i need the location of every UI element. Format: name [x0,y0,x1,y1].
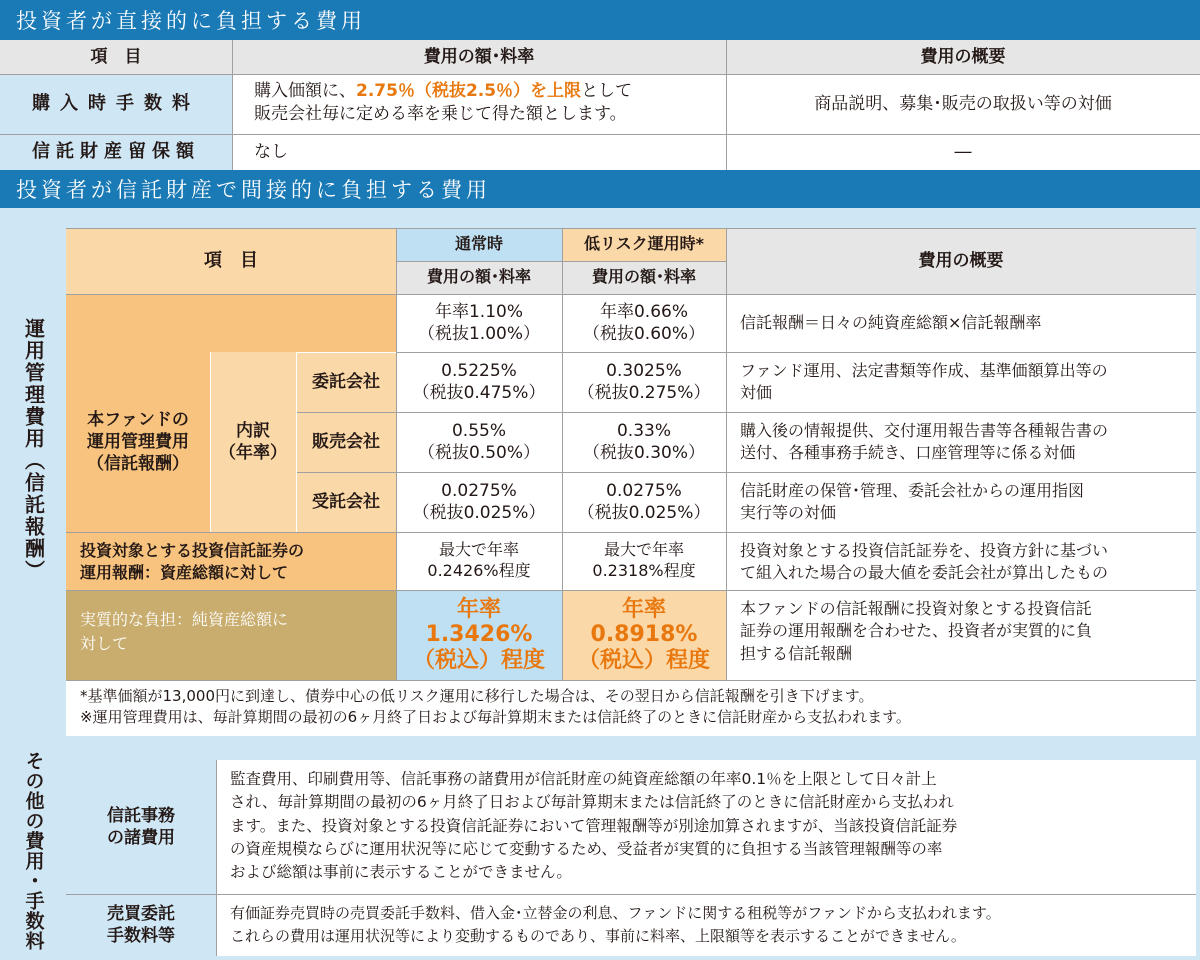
total-summary: 信託報酬＝日々の純資産総額×信託報酬率 [740,312,1042,332]
trust-admin-line-5: および総額は事前に表示することができません。 [230,863,572,881]
breakdown-label-2: （年率） [219,443,287,463]
invest-label [66,532,396,590]
trust-admin-label-1: 信託事務 [107,805,175,826]
trustor-normal-2: （税抜0.475%） [412,383,546,403]
invest-summary [726,532,1196,590]
distributor-lowrisk-1: 0.33% [616,420,671,441]
header-normal-rate: 費用の額･料率 [396,261,562,294]
trustor-summary [726,352,1196,412]
trustor-normal-1: 0.5225% [441,360,517,381]
trustee-lowrisk [562,472,726,532]
distributor-summary [726,412,1196,472]
invest-lowrisk [562,532,726,590]
distributor-lowrisk [562,412,726,472]
distributor-summary-1: 購入後の情報提供、交付運用報告書等各種報告書の [740,421,1109,440]
trustor-summary-2: 対価 [740,382,773,402]
invest-lowrisk-2: 0.2318%程度 [592,561,696,580]
invest-label-1: 投資対象とする投資信託証券の [80,541,305,560]
side-label-text: 運用管理費用（信託報酬） [21,318,46,582]
total-normal-1: 年率1.10% [434,301,523,322]
total-lowrisk [562,294,726,352]
real-burden-label-1: 実質的な負担：純資産総額に [80,610,289,629]
row-name-trustee: 受託会社 [296,472,396,532]
distributor-summary-2: 送付、各種事務手続き、口座管理等に係る対価 [740,442,1076,462]
header-normal: 通常時 [396,228,562,261]
invest-lowrisk-1: 最大で年率 [603,540,684,560]
total-normal [396,294,562,352]
section-title-text: 投資者が直接的に負担する費用 [16,9,366,33]
trustee-normal-2: （税抜0.025%） [412,503,546,523]
fund-fee-label-2: 運用管理費用 [87,431,189,452]
total-normal-2: （税抜1.00%） [417,324,540,344]
real-summary-1: 本ファンドの信託報酬に投資対象とする投資信託 [740,599,1092,618]
fund-fee-top-block [66,294,396,352]
distributor-normal-1: 0.55% [451,420,506,441]
brokerage-text [216,894,1196,956]
amount-prefix: 購入価額に、 [254,81,356,101]
real-normal-2: 1.3426% [425,622,533,648]
brokerage-label-1: 売買委託 [107,903,175,924]
purchase-fee-summary: 商品説明、募集･販売の取扱い等の対価 [814,93,1112,114]
purchase-fee-amount [232,74,726,134]
real-summary-2: 証券の運用報酬を合わせた、投資者が実質的に負 [740,621,1093,641]
trust-admin-line-2: され、毎計算期間の最初の6ヶ月終了日および毎計算期末または信託終了のときに信託財産から支払われ [230,793,954,812]
header-lowrisk: 低リスク運用時* [562,228,726,261]
side-label-other-text: その他の費用･手数料 [22,751,45,951]
real-burden-normal [396,590,562,680]
trustee-lowrisk-2: （税抜0.025%） [577,503,711,523]
header-summary: 費用の概要 [726,228,1196,294]
real-lowrisk-1: 年率 [621,597,666,623]
brokerage-label-2: 手数料等 [107,926,175,946]
real-burden-label [66,590,396,680]
fund-fee-label-1: 本ファンドの [87,409,189,430]
distributor-lowrisk-2: （税抜0.30%） [582,443,705,463]
trust-admin-text [216,760,1196,894]
real-normal-1: 年率 [456,597,501,623]
total-lowrisk-2: （税抜0.60%） [582,324,705,344]
trustee-normal [396,472,562,532]
invest-label-2: 運用報酬：資産総額に対して [80,562,289,582]
header-item: 項 目 [66,228,396,294]
amount-suffix: として [581,81,633,101]
invest-summary-1: 投資対象とする投資信託証券を、投資方針に基づい [740,541,1109,560]
invest-normal-2: 0.2426%程度 [427,561,531,580]
col-header-summary: 費用の概要 [726,40,1200,74]
trust-admin-line-3: ます。また、投資対象とする投資信託証券において管理報酬等が別途加算されますが、当該投資信託証券 [230,816,958,835]
trust-admin-line-4: の資産規模ならびに運用状況等に応じて変動するため、受益者が実質的に負担する当該管理報酬等の率 [230,839,943,858]
distributor-normal-2: （税抜0.50%） [417,443,540,463]
real-burden-summary [726,590,1196,680]
trustee-summary [726,472,1196,532]
section-title-text: 投資者が信託財産で間接的に負担する費用 [16,178,491,202]
real-burden-label-2: 対して [80,634,129,653]
real-normal-3: （税込）程度 [412,647,545,673]
trustor-summary-1: ファンド運用、法定書類等作成、基準価額算出等の [740,361,1108,380]
retention-summary: ― [954,141,972,162]
distributor-normal [396,412,562,472]
trust-admin-label [66,760,216,894]
trustor-lowrisk-2: （税抜0.275%） [577,383,711,403]
section-title-indirect-costs [0,170,1200,208]
trustor-normal [396,352,562,412]
amount-line2: 販売会社毎に定める率を乗じて得た額とします。 [254,103,627,124]
header-lowrisk-rate: 費用の額･料率 [562,261,726,294]
note-2: ※運用管理費用は、毎計算期間の最初の6ヶ月終了日および毎計算期末または信託終了のときに信託財産から支払われます。 [80,708,911,726]
invest-normal-1: 最大で年率 [438,540,519,560]
col-header-amount: 費用の額･料率 [232,40,726,74]
brokerage-label [66,894,216,956]
trust-admin-label-2: の諸費用 [107,828,175,848]
retention-amount: なし [254,141,288,162]
trustee-lowrisk-1: 0.0275% [606,480,682,501]
total-lowrisk-1: 年率0.66% [599,301,688,322]
trust-admin-line-1: 監査費用、印刷費用等、信託事務の諸費用が信託財産の純資産総額の年率0.1％を上限として日々計上 [230,770,937,788]
row-label-retention: 信託財産留保額 [0,134,232,170]
invest-summary-2: て組入れた場合の最大値を委託会社が算出したもの [740,562,1109,582]
note-1: *基準価額が13,000円に到達し、債券中心の低リスク運用に移行した場合は、その翌日から信託報酬を引き下げます。 [80,687,874,705]
trustor-lowrisk [562,352,726,412]
side-label-management-fee [14,240,54,660]
real-burden-lowrisk [562,590,726,680]
brokerage-line-1: 有価証券売買時の売買委託手数料、借入金･立替金の利息、ファンドに関する租税等がファンドから支払われます。 [230,904,1001,922]
real-lowrisk-3: （税込）程度 [577,647,710,673]
real-lowrisk-2: 0.8918% [590,622,698,648]
trustee-summary-2: 実行等の対価 [740,502,837,522]
col-header-item: 項 目 [0,40,232,74]
side-label-other-costs [14,746,54,956]
fund-fee-label-3: （信託報酬） [87,454,189,475]
trustee-summary-1: 信託財産の保管･管理、委託会社からの運用指図 [740,481,1085,500]
row-label-purchase-fee: 購入時手数料 [0,74,232,134]
row-name-distributor: 販売会社 [296,412,396,472]
section-title-direct-costs [0,0,1200,40]
notes [66,680,1196,736]
trustor-lowrisk-1: 0.3025% [606,360,682,381]
brokerage-line-2: これらの費用は運用状況等により変動するものであり、事前に料率、上限額等を表示することができません。 [230,926,966,945]
invest-normal [396,532,562,590]
breakdown-label [210,352,296,532]
real-summary-3: 担する信託報酬 [740,643,853,663]
breakdown-label-1: 内訳 [236,420,270,441]
amount-highlight: 2.75％（税抜2.5％）を上限 [356,81,582,101]
row-name-trustor: 委託会社 [296,352,396,412]
fund-fee-label [66,352,210,532]
trustee-normal-1: 0.0275% [441,480,517,501]
